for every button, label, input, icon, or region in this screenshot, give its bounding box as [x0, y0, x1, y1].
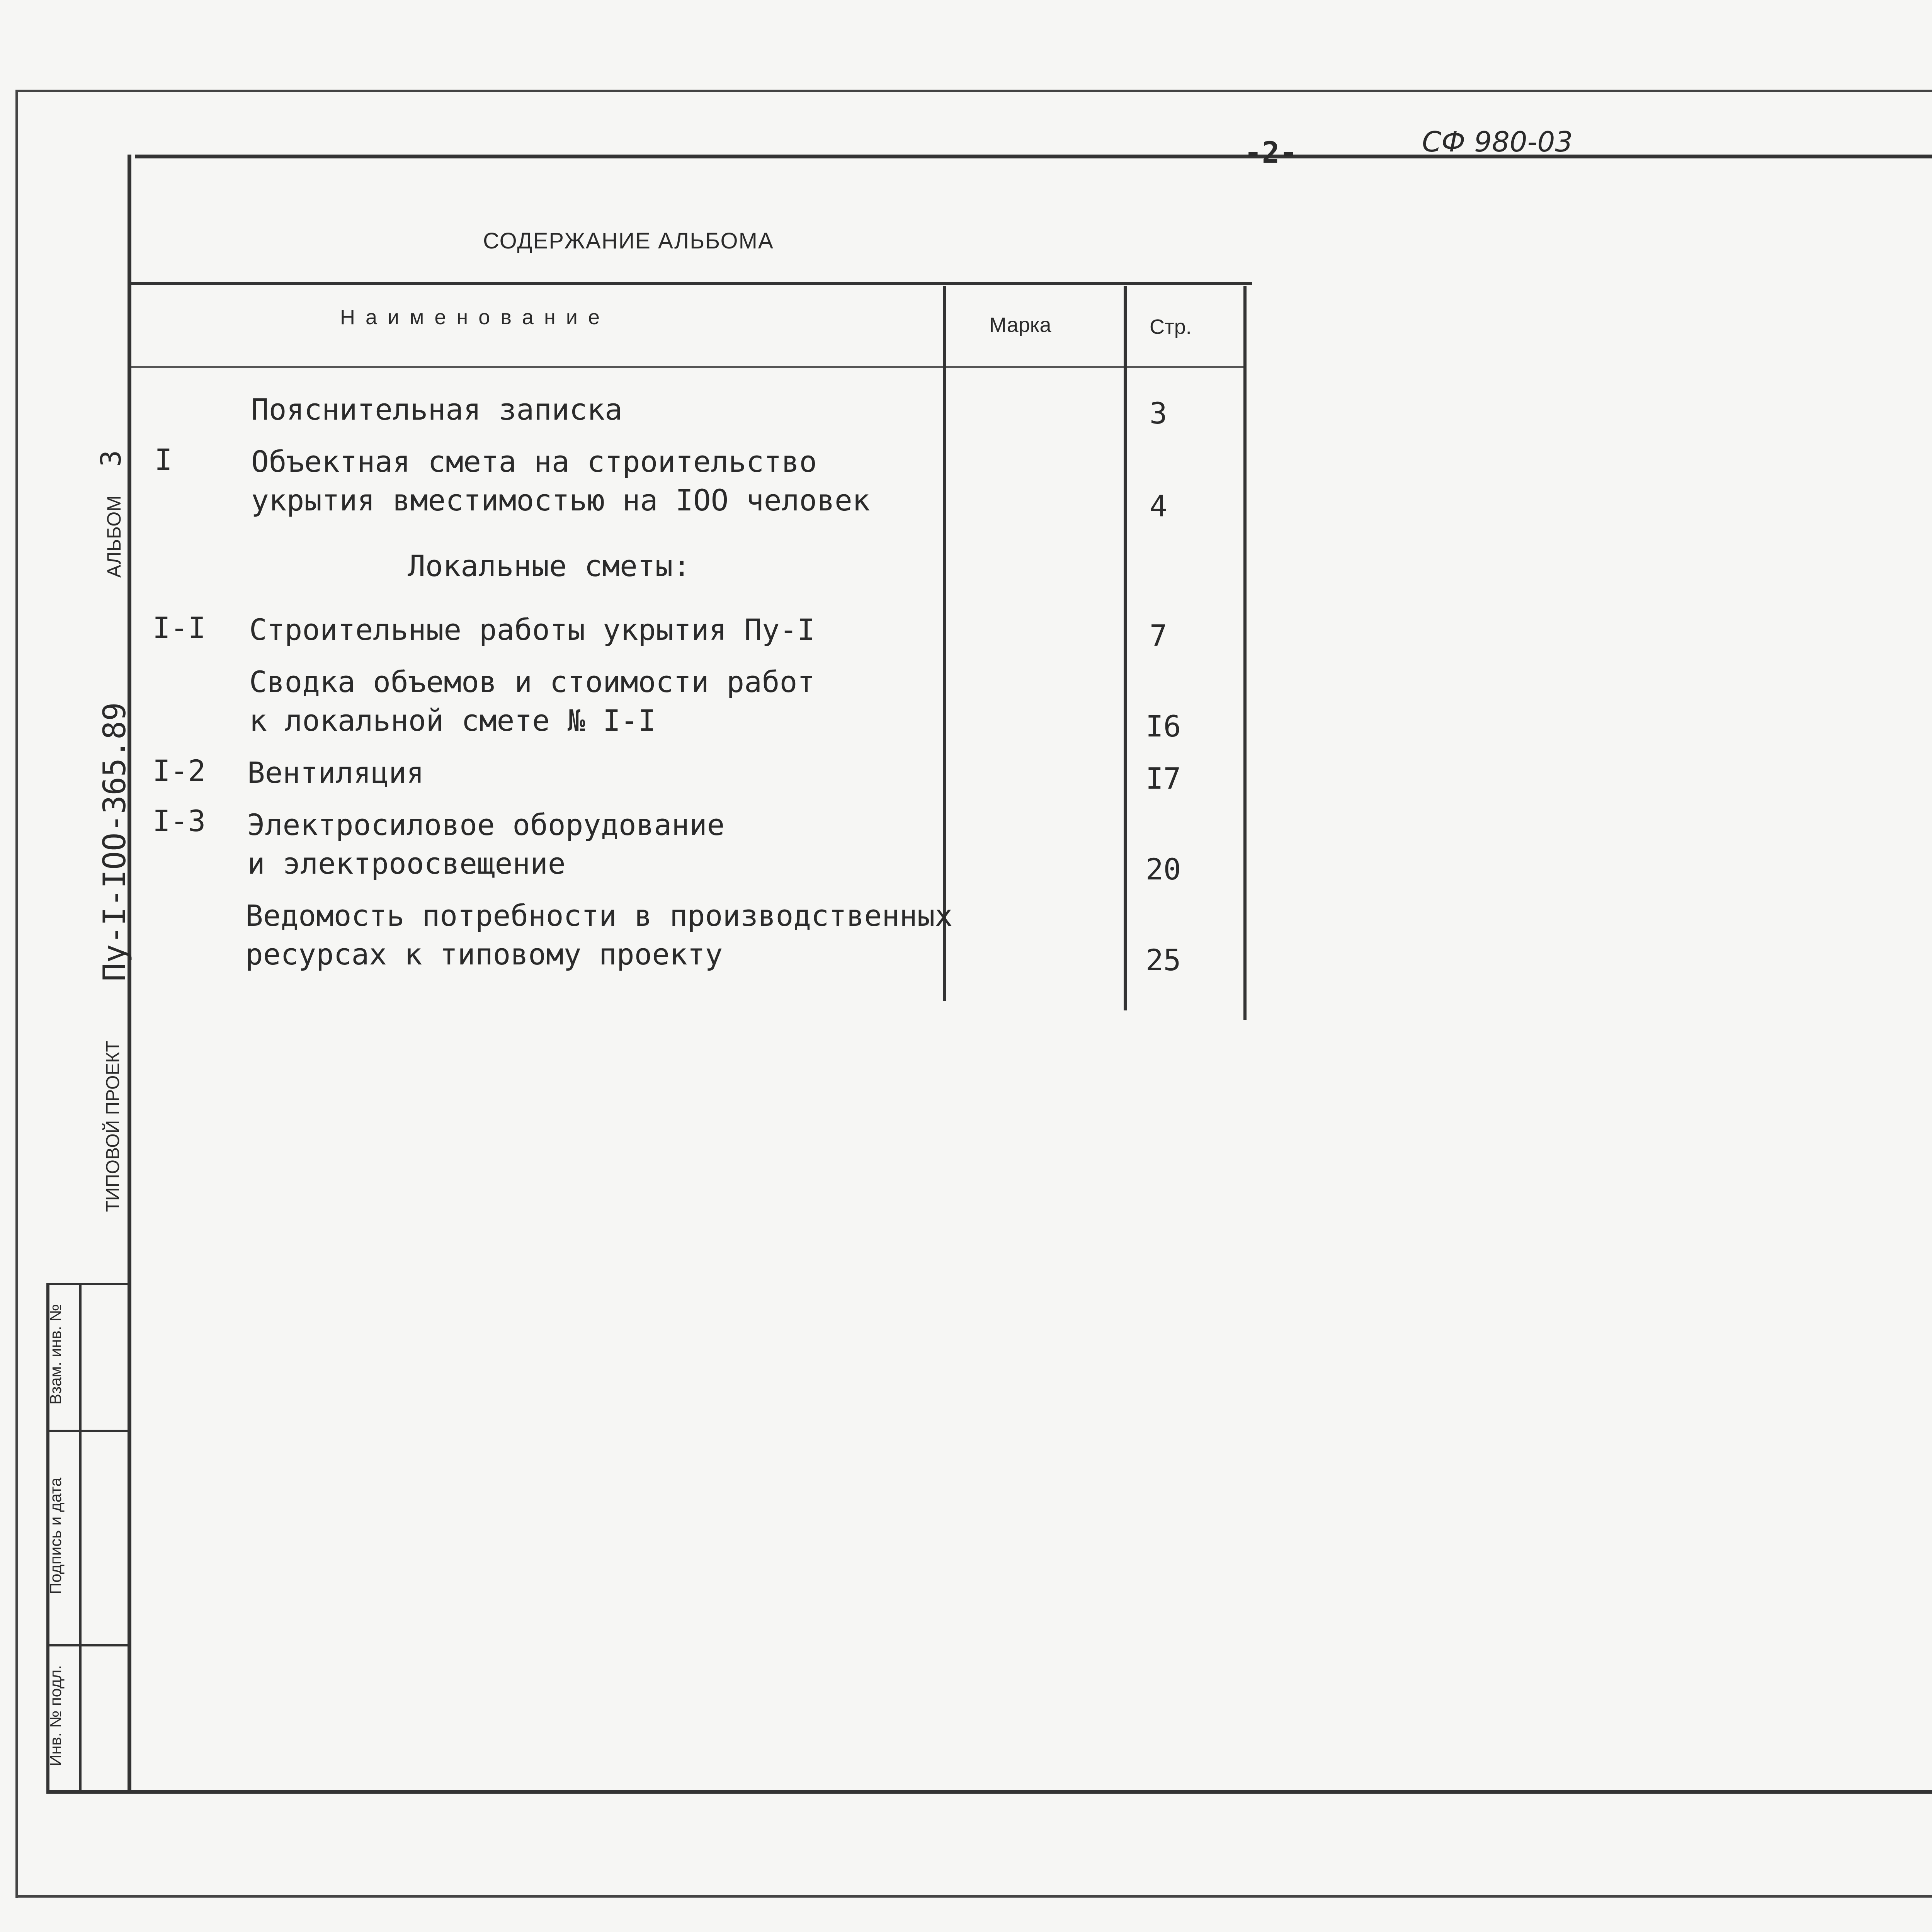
column-divider-mark — [943, 286, 946, 1001]
toc-row-page: I6 — [1146, 709, 1181, 743]
toc-row-code: I-3 — [153, 804, 206, 838]
album-label — [95, 450, 127, 578]
page-number: -2- — [1244, 135, 1298, 170]
outer-frame-bottom — [15, 1895, 1932, 1898]
document-code: СФ 980-03 — [1422, 126, 1573, 158]
toc-row-page: 4 — [1150, 489, 1167, 523]
stamp-field-orig-inv: Инв. № подл. — [46, 1665, 65, 1766]
outer-frame-top — [15, 90, 1932, 92]
inner-frame-top — [135, 155, 1932, 158]
toc-row-text: Вентиляция — [247, 755, 424, 790]
toc-row-code: I-I — [153, 611, 206, 645]
toc-row-text: Сводка объемов и стоимости работ к локальной смете № I-I — [249, 665, 815, 738]
stamp-divider-2 — [46, 1644, 128, 1646]
stamp-field-replace-inv: Взам. инв. № — [46, 1304, 65, 1405]
toc-row-page: 3 — [1150, 396, 1167, 430]
toc-row-page: 25 — [1146, 943, 1181, 977]
column-header-page: Стр. — [1150, 315, 1192, 338]
toc-row-code: I-2 — [153, 753, 206, 788]
column-divider-page — [1124, 286, 1127, 1010]
toc-row-page: 7 — [1150, 618, 1167, 653]
toc-row-text: Ведомость потребности в производственных ресурсах к типовому проекту — [245, 898, 953, 971]
toc-row-code: I — [155, 442, 172, 477]
table-top-line — [131, 282, 1252, 285]
stamp-divider-1 — [46, 1430, 128, 1432]
outer-frame-left — [15, 90, 18, 1898]
column-divider-right — [1243, 286, 1247, 1020]
toc-row-text: Строительные работы укрытия Пу-I — [249, 612, 815, 647]
toc-row-page: I7 — [1146, 761, 1181, 796]
project-code: Пу-I-IOO-365.89 — [97, 702, 133, 981]
toc-row-page: 20 — [1146, 852, 1181, 886]
toc-row-text: Объектная смета на строительство укрытия вместимостью на IOO человек — [251, 444, 870, 517]
album-number: 3 — [95, 450, 127, 467]
stamp-box-mid — [79, 1283, 82, 1793]
toc-section-heading: Локальные сметы: — [408, 549, 691, 583]
stamp-box-top — [46, 1283, 128, 1285]
inner-frame-bottom — [46, 1790, 1932, 1794]
stamp-field-signature-date: Подпись и дата — [46, 1477, 65, 1595]
toc-row-text: Электросиловое оборудование и электроосвещение — [247, 808, 725, 881]
toc-row-text: Пояснительная записка — [251, 392, 622, 427]
project-label: ТИПОВОЙ ПРОЕКТ — [103, 1041, 123, 1212]
toc-title: СОДЕРЖАНИЕ АЛЬБОМА — [483, 228, 774, 253]
header-separator-line — [131, 366, 1244, 368]
column-header-mark: Марка — [989, 313, 1051, 337]
column-header-name: Н а и м е н о в а н и е — [340, 306, 602, 329]
album-word: АЛЬБОМ — [103, 495, 125, 578]
